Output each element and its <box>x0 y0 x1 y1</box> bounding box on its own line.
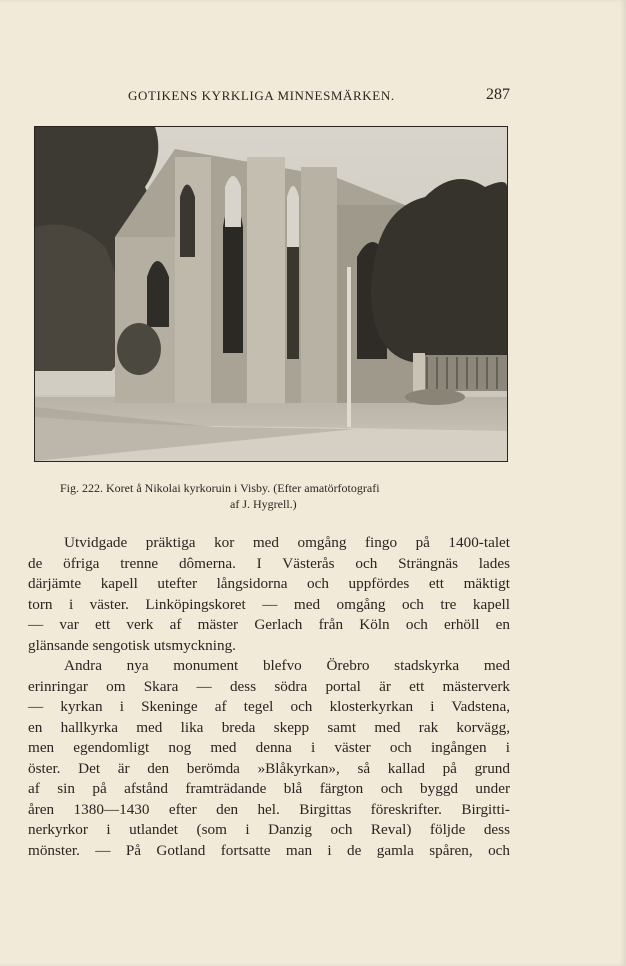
text-line: — var ett verk af mäster Gerlach från Köln och erhöll en <box>28 616 510 633</box>
text-line: öster. Det är den berömda »Blåkyrkan», så kallad på grund <box>28 759 510 777</box>
text-line: därjämte kapell utefter långsidorna och uppfördes ett mäktigt <box>28 575 510 592</box>
caption-line-2: af J. Hygrell.) <box>230 497 297 511</box>
text-line: glänsande sengotisk utsmyckning. <box>28 636 236 654</box>
text-line: erinringar om Skara — dess södra portal är ett mästerverk <box>28 677 510 695</box>
text-line: Utvidgade präktiga kor med omgång fingo på 1400-talet <box>64 534 510 551</box>
text-line: de öfriga trenne dômerna. I Västerås och Strängnäs lades <box>28 554 510 572</box>
text-line: nerkyrkor i utlandet (som i Danzig och Reval) följde dess <box>28 821 510 838</box>
text-line: en hallkyrka med lika breda skepp samt med rak korvägg, <box>28 718 510 736</box>
text-line: åren 1380—1430 efter den hel. Birgittas föreskrifter. Birgitti- <box>28 800 510 818</box>
figure-photograph <box>34 126 508 462</box>
body-text <box>28 533 510 861</box>
text-line: Andra nya monument blefvo Örebro stadskyrka med <box>64 657 510 674</box>
running-head: GOTIKENS KYRKLIGA MINNESMÄRKEN. <box>128 88 395 103</box>
text-line: mönster. — På Gotland fortsatte man i de gamla spåren, och <box>28 841 510 859</box>
caption-line-1: Fig. 222. Koret å Nikolai kyrkoruin i Visby. (Efter amatörfotografi <box>60 481 380 495</box>
text-line: af sin på afstånd framträdande blå färgton och byggd under <box>28 780 510 797</box>
text-line: — kyrkan i Skeninge af tegel och klosterkyrkan i Vadstena, <box>28 698 510 715</box>
figure-caption <box>60 480 500 512</box>
text-line: torn i väster. Linköpingskoret — med omgång och tre kapell <box>28 595 510 613</box>
page-number: 287 <box>486 86 510 103</box>
ruin-photo-illustration <box>35 127 507 461</box>
text-line: men egendomligt nog med denna i väster och ingången i <box>28 739 510 756</box>
